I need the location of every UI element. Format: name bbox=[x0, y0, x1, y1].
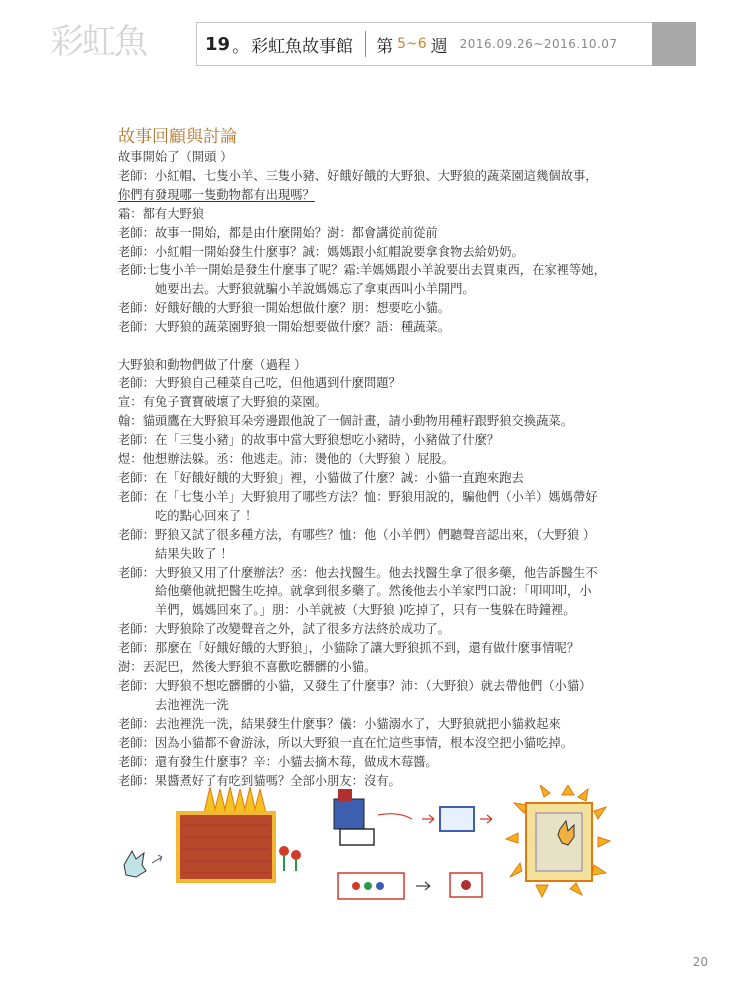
dialogue-line: 老師：大野狼自己種菜自己吃，但他遇到什麼問題？ bbox=[118, 376, 401, 391]
section-title: 故事回顧與討論 bbox=[118, 127, 237, 147]
scene-box-1 bbox=[334, 799, 364, 829]
dialogue-line: 老師：因為小貓都不會游泳，所以大野狼一直在忙這些事情，根本沒空把小貓吃掉。 bbox=[118, 735, 573, 750]
page-number: 20 bbox=[692, 955, 708, 969]
dot bbox=[376, 882, 384, 890]
curved-line bbox=[378, 814, 412, 819]
dialogue-line: 給他藥他就把醫生吃掉。就拿到很多藥了。然後他去小羊家門口說：「叩叩叩，小 bbox=[155, 584, 592, 599]
arrow-icon bbox=[422, 815, 434, 823]
drawing-sun-cat bbox=[506, 785, 610, 897]
dialogue-line: 老師：野狼又試了很多種方法，有哪些？恤：他（小羊們）們聽聲音認出來，（大野狼 ） bbox=[118, 527, 596, 542]
dialogue-line: 霜：都有大野狼 bbox=[118, 206, 205, 221]
dialogue-line: 吃的點心回來了 ！ bbox=[155, 508, 258, 523]
scene-box-2 bbox=[340, 829, 374, 845]
week-range: 5~6 bbox=[397, 36, 427, 52]
dot bbox=[352, 882, 360, 890]
paragraph-gap bbox=[118, 337, 638, 356]
week-suffix: 週 bbox=[430, 36, 448, 57]
flowers-icon bbox=[279, 846, 301, 871]
carrot-tops-illustration bbox=[204, 787, 266, 813]
date-range: 2016.09.26~2016.10.07 bbox=[459, 37, 618, 51]
header-divider bbox=[365, 31, 366, 57]
dialogue-line: 你們有發現哪一隻動物都有出現嗎？ bbox=[118, 187, 315, 202]
picture-frame bbox=[536, 813, 582, 871]
dialogue-line: 老師：小紅帽一開始發生什麼事？誠：媽媽跟小紅帽說要拿食物去給奶奶。 bbox=[118, 244, 524, 259]
page-header bbox=[196, 22, 652, 66]
arrow-icon bbox=[416, 882, 430, 890]
paragraph-heading: 故事開始了（開頭 ） bbox=[118, 150, 233, 164]
dialogue-line: 她要出去。大野狼就騙小羊說媽媽忘了拿東西叫小羊開門。 bbox=[155, 282, 475, 297]
dialogue-line: 老師：小紅帽、七隻小羊、三隻小豬、好餓好餓的大野狼、大野狼的蔬菜園這幾個故事， bbox=[118, 168, 598, 183]
dialogue-line: 老師：在「好餓好餓的大野狼」裡，小貓做了什麼？誠：小貓一直跑來跑去 bbox=[118, 471, 524, 485]
series-title: 彩虹魚故事館 bbox=[251, 36, 354, 57]
header-title-group bbox=[196, 23, 353, 65]
dot bbox=[461, 880, 471, 890]
issue-number: 19 bbox=[205, 33, 231, 55]
arrow-icon bbox=[480, 815, 492, 823]
dialogue-line: 老師：那麼在「好餓好餓的大野狼」，小貓除了讓大野狼抓不到，還有做什麼事情呢？ bbox=[118, 641, 580, 656]
brand-logo: 彩虹魚 bbox=[50, 22, 146, 62]
dot bbox=[364, 882, 372, 890]
paragraph-heading: 大野狼和動物們做了什麼（過程 ） bbox=[118, 357, 307, 372]
dialogue-line: 老師：大野狼的蔬菜園野狼一開始想要做什麼？語：種蔬菜。 bbox=[118, 320, 451, 335]
dialogue-line: 老師：好餓好餓的大野狼一開始想做什麼？朋：想要吃小貓。 bbox=[118, 301, 451, 316]
dialogue-line: 老師：大野狼又用了什麼辦法？丞：他去找醫生。他去找醫生拿了很多藥，他告訴醫生不 bbox=[118, 565, 598, 580]
dialogue-line: 老師：去池裡洗一洗，結果發生什麼事？儀：小貓溺水了，大野狼就把小貓救起來 bbox=[118, 716, 561, 731]
week-prefix: 第 bbox=[376, 36, 394, 57]
wolf-head-icon bbox=[124, 851, 146, 877]
dialogue-line: 去池裡洗一洗 bbox=[155, 697, 229, 712]
dialogue-line: 宣：有兔子寶寶破壞了大野狼的菜園。 bbox=[118, 395, 328, 410]
dialogue-line: 結果失敗了 ！ bbox=[155, 546, 233, 561]
dialogue-line: 老師：果醬煮好了有吃到貓嗎？全部小朋友：沒有。 bbox=[118, 773, 401, 788]
dialogue-line: 老師：還有發生什麼事？辛：小貓去摘木莓，做成木莓醬。 bbox=[118, 754, 438, 769]
dialogue-line: 煜：他想辦法躲。丞：他逃走。沛：燙他的（大野狼 ）屁股。 bbox=[118, 452, 454, 467]
discussion-transcript bbox=[118, 148, 638, 790]
childrens-drawings bbox=[116, 785, 616, 905]
dialogue-line: 老師：在「三隻小豬」的故事中當大野狼想吃小豬時，小豬做了什麼？ bbox=[118, 433, 500, 448]
dialogue-line: 澍：丟泥巴，然後大野狼不喜歡吃髒髒的小貓。 bbox=[118, 660, 377, 675]
dialogue-line: 翰：貓頭鷹在大野狼耳朵旁邊跟他說了一個計畫，請小動物用種籽跟野狼交換蔬菜。 bbox=[118, 414, 573, 429]
dialogue-line: 老師：故事一開始，都是由什麼開始？澍：都會講從前從前 bbox=[118, 225, 438, 240]
dialogue-line: 老師：在「七隻小羊」大野狼用了哪些方法？恤：野狼用說的，騙他們（小羊）媽媽帶好 bbox=[118, 489, 598, 504]
dialogue-line: 老師：大野狼除了改變聲音之外，試了很多方法終於成功了。 bbox=[118, 622, 451, 637]
vegetable-garden-block bbox=[178, 813, 274, 881]
dialogue-line: 羊們，媽媽回來了。」朋：小羊就被（大野狼 )吃掉了，只有一隻躲在時鐘裡。 bbox=[155, 603, 576, 618]
scene-box-3 bbox=[440, 807, 474, 831]
header-grey-block bbox=[652, 22, 696, 66]
scene-box-top bbox=[338, 789, 352, 801]
drawing-sequence bbox=[334, 789, 492, 899]
drawing-wolf-garden bbox=[124, 787, 301, 881]
issue-dot: 。 bbox=[232, 36, 250, 57]
dialogue-line: 老師：大野狼不想吃髒髒的小貓，又發生了什麼事？沛：（大野狼）就去帶他們（小貓） bbox=[118, 678, 592, 693]
dialogue-line: 老師:七隻小羊一開始是發生什麼事了呢？霜:羊媽媽跟小羊說要出去買東西，在家裡等她， bbox=[118, 263, 606, 278]
arrow-icon bbox=[152, 855, 162, 863]
